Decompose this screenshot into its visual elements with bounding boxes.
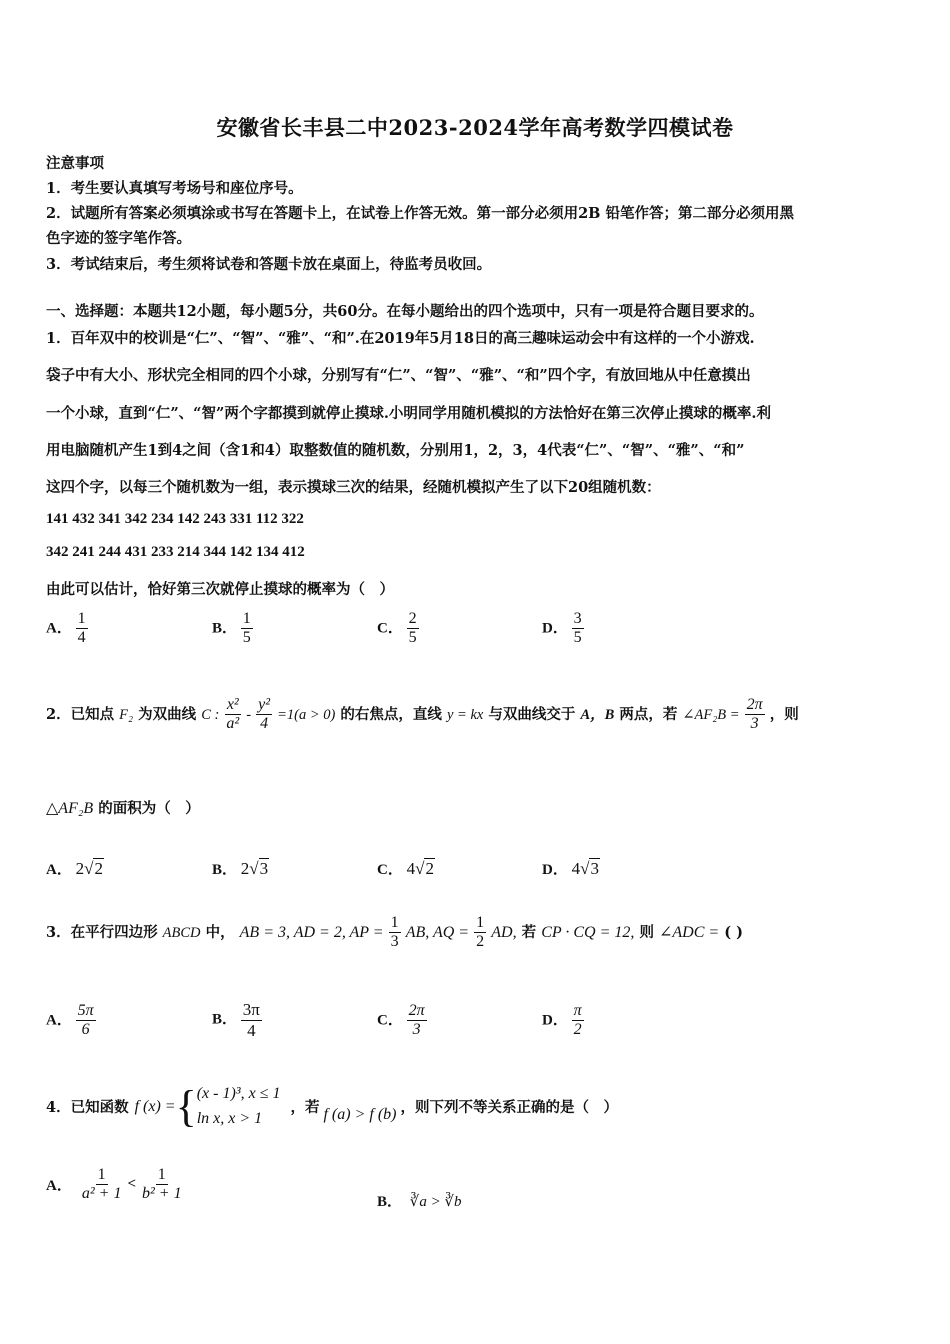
q4-condition: f (a) > f (b): [323, 1105, 397, 1123]
q1-option-d[interactable]: [542, 610, 584, 648]
q1-option-b[interactable]: [212, 610, 253, 648]
q4-stem: 4．已知函数 f (x) = { (x - 1)³, x ≤ 1 ln x, x > 1 ，若 f (a) > f (b) ，则下列不等关系正确的是（ ）: [46, 1081, 618, 1131]
option-fraction: $\frac{\pi}{2}$: [573, 1002, 582, 1039]
option-fraction: $\frac{5\pi}{6}$: [77, 1002, 94, 1039]
q1-option-a[interactable]: [46, 610, 88, 648]
option-label: A．: [46, 620, 72, 637]
q1-line-2: 袋子中有大小、形状完全相同的四个小球，分别写有“仁”、“智”、“雅”、“和”四个字，有放回地从中任意摸出: [46, 367, 751, 384]
q3-condition-1: AB = 3, AD = 2, AP =: [239, 923, 384, 941]
q3-dot-product: CP · CQ = 12,: [541, 923, 635, 941]
q3-shape: ABCD: [162, 924, 201, 941]
option-radical: 4√2: [406, 859, 434, 878]
option-fraction: $\frac{2}{5}$: [408, 610, 417, 647]
q2-option-b[interactable]: [212, 858, 269, 879]
q2-option-a[interactable]: [46, 858, 104, 879]
q1-option-c[interactable]: [377, 610, 419, 648]
q3-frac-1: $\frac{1}{3}$: [390, 914, 399, 951]
option-label: A．: [46, 1012, 72, 1029]
option-label: B．: [377, 1194, 403, 1210]
q3-stem: 3．在平行四边形 ABCD 中， AB = 3, AD = 2, AP = $\frac{1}{3}$ AB, AQ = $\frac{1}{2}$ AD, 若 CP · CQ = 12, 则 ∠ADC = ( ): [46, 914, 744, 951]
q2-stem-cont: △AF₂B 的面积为（ ）: [46, 800, 200, 817]
q2-angle: ∠AF₂B =: [682, 706, 740, 723]
option-fraction-1: $\frac{1}{\text{a² + 1}}$: [81, 1166, 122, 1203]
q2-line-equation: y = kx: [446, 706, 484, 723]
q1-line-1: 1．百年双中的校训是“仁”、“智”、“雅”、“和”.在2019年5月18日的高三趣味运动会中有这样的一个小游戏.: [46, 330, 755, 347]
notice-item-1: 1．考生要认真填写考场号和座位序号。: [46, 180, 303, 197]
option-fraction: $\frac{3}{5}$: [573, 610, 582, 647]
q4-cases: [197, 1082, 281, 1132]
q2-angle-frac: $\frac{2\pi}{3}$: [746, 696, 763, 733]
option-label: B．: [212, 620, 238, 637]
section-heading: 一、选择题：本题共12小题，每小题5分，共60分。在每小题给出的四个选项中，只有一项是符合题目要求的。: [46, 303, 764, 320]
option-label: A．: [46, 862, 72, 878]
q3-condition-2: AB, AQ =: [405, 923, 470, 941]
exam-title: 安徽省长丰县二中2023-2024学年高考数学四模试卷: [216, 115, 734, 140]
q4-brace: {: [175, 1081, 197, 1131]
notice-item-2: 2．试题所有答案必须填涂或书写在答题卡上，在试卷上作答无效。第一部分必须用2B 铅笔作答；第二部分必须用黑: [46, 205, 794, 222]
option-label: D．: [542, 862, 568, 878]
q3-frac-2: $\frac{1}{2}$: [476, 914, 485, 951]
q1-random-numbers-2: 342 241 244 431 233 214 344 142 134 412: [46, 544, 305, 560]
q3-option-c[interactable]: [377, 1002, 427, 1040]
option-radical: 2√3: [240, 859, 269, 878]
notice-heading: 注意事项: [46, 155, 104, 172]
q4-case-1: (x - 1)³, x ≤ 1: [196, 1085, 281, 1102]
q1-line-4: 用电脑随机产生1到4之间（含1和4）取整数值的随机数，分别用1，2，3，4代表“仁”、“智”、“雅”、“和”: [46, 442, 745, 459]
q4-option-a[interactable]: A． $\frac{1}{\text{a² + 1}}$ < $\frac{1}{\text{b² + 1}}$: [46, 1166, 182, 1203]
q2-option-d[interactable]: [542, 858, 600, 879]
option-radical: 4√3: [571, 859, 599, 878]
option-fraction-2: $\frac{1}{\text{b² + 1}}$: [142, 1166, 182, 1203]
q3-angle: ∠ADC =: [659, 923, 720, 941]
q4-option-b[interactable]: [377, 1190, 462, 1211]
q4-case-2: ln x, x > 1: [196, 1109, 263, 1127]
q2-option-c[interactable]: [377, 858, 435, 879]
q3-condition-3: AD,: [491, 923, 517, 941]
q3-option-b[interactable]: [212, 1000, 262, 1040]
q3-option-d[interactable]: [542, 1002, 584, 1040]
q2-triangle: △AF₂B: [46, 800, 94, 817]
q1-random-numbers-1: 141 432 341 342 234 142 243 331 112 322: [46, 511, 304, 527]
q1-line-5: 这四个字，以每三个随机数为一组，表示摸球三次的结果，经随机模拟产生了以下20组随机数：: [46, 479, 661, 496]
option-label: B．: [212, 862, 238, 878]
option-fraction: $\frac{1}{5}$: [242, 610, 251, 647]
option-fraction: $\frac{1}{4}$: [77, 610, 86, 647]
q2-frac-x: $\frac{\text{x²}}{\text{a²}}$: [226, 696, 240, 733]
option-label: C．: [377, 1012, 403, 1029]
option-label: B．: [212, 1011, 238, 1028]
q2-curve-label: C :: [201, 706, 220, 723]
q1-question: 由此可以估计，恰好第三次就停止摸球的概率为（ ）: [46, 581, 394, 598]
notice-item-3: 3．考试结束后，考生须将试卷和答题卡放在桌面上，待监考员收回。: [46, 256, 492, 273]
q2-stem: 2．已知点 F₂ 为双曲线 C : $\frac{\text{x²}}{\text{a²}}$ - $\frac{\text{y²}}{4}$ =1(a > 0) 的右焦点，直线 y = kx 与双曲线交于 A，B 两点，若 ∠AF₂B = $\frac{2\pi}{3}$ ，则: [46, 696, 799, 733]
notice-item-2-cont: 色字迹的签字笔作答。: [46, 230, 191, 247]
option-fraction: $\frac{2\pi}{3}$: [408, 1002, 425, 1039]
option-label: A．: [46, 1178, 72, 1195]
q1-line-3: 一个小球，直到“仁”、“智”两个字都摸到就停止摸球.小明同学用随机模拟的方法恰好在第三次停止摸球的概率.利: [46, 405, 771, 422]
q2-equation-rest: =1(a > 0): [277, 706, 336, 723]
option-label: D．: [542, 620, 568, 637]
option-expression: ∛a > ∛b: [409, 1194, 462, 1210]
option-label: C．: [377, 620, 403, 637]
option-radical: 2√2: [75, 859, 103, 878]
q4-function: f (x) =: [134, 1097, 176, 1115]
q3-option-a[interactable]: [46, 1002, 96, 1040]
option-label: D．: [542, 1012, 568, 1029]
q2-frac-y: $\frac{\text{y²}}{4}$: [258, 696, 271, 733]
option-fraction: $\frac{3\pi}{4}$: [242, 1000, 260, 1040]
option-label: C．: [377, 862, 403, 878]
q2-point: F₂: [119, 706, 134, 723]
